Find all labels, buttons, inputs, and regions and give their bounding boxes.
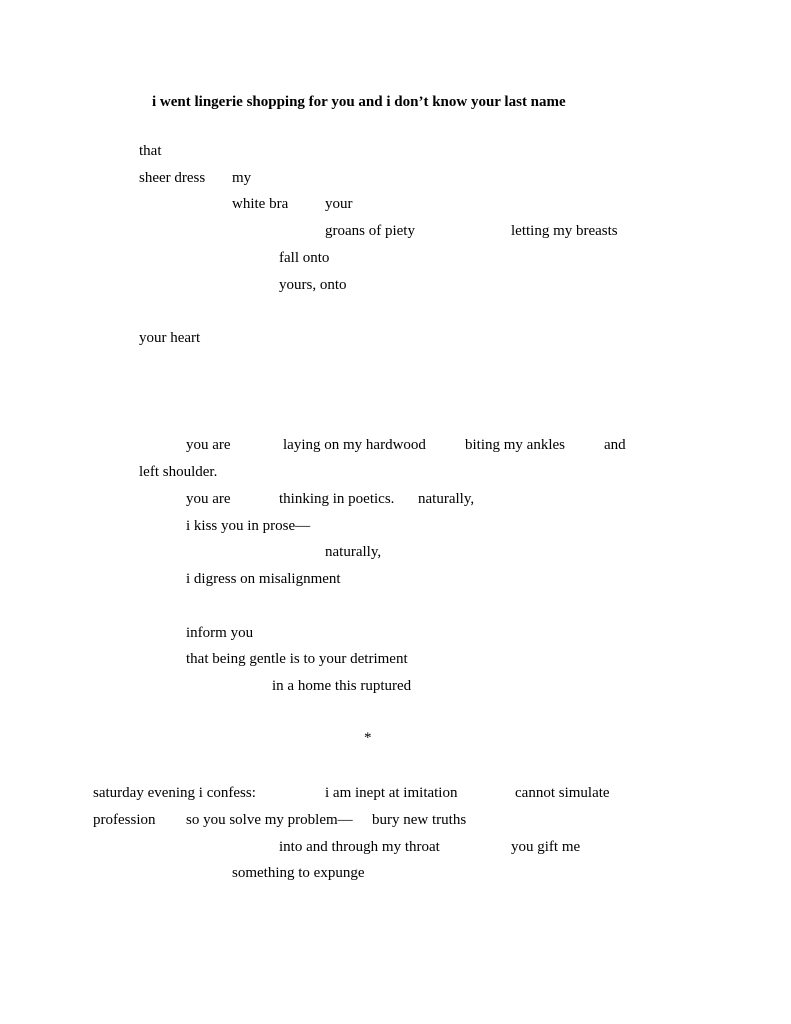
poem-line: you gift me (511, 839, 581, 855)
poem-line: left shoulder. (139, 464, 218, 480)
poem-line: i kiss you in prose— (186, 518, 311, 534)
poem-line: profession (93, 812, 156, 828)
poem-title: i went lingerie shopping for you and i don’t know your last name (152, 94, 566, 110)
poem-line: you are (186, 437, 231, 453)
section-separator: * (364, 730, 372, 746)
poem-line: that being gentle is to your detriment (186, 651, 408, 667)
poem-line: i digress on misalignment (186, 571, 341, 587)
poem-line: saturday evening i confess: (93, 785, 256, 801)
poem-line: bury new truths (372, 812, 467, 828)
poem-line: white bra (232, 196, 289, 212)
poem-line: so you solve my problem— (186, 812, 353, 828)
poem-line: sheer dress (139, 170, 206, 186)
poem-line: groans of piety (325, 223, 415, 239)
poem-line: fall onto (279, 250, 330, 266)
poem-line: your heart (139, 330, 201, 346)
poem-line: and (604, 437, 626, 453)
poem-line: naturally, (325, 544, 382, 560)
poem-line: inform you (186, 625, 254, 641)
poem-line: something to expunge (232, 865, 365, 881)
poem-line: biting my ankles (465, 437, 565, 453)
poem-line: in a home this ruptured (272, 678, 412, 694)
poem-line: your (325, 196, 353, 212)
poem-line: you are (186, 491, 231, 507)
poem-line: naturally, (418, 491, 475, 507)
poem-line: letting my breasts (511, 223, 618, 239)
poem-line: yours, onto (279, 277, 347, 293)
poem-line: i am inept at imitation (325, 785, 458, 801)
poem-line: laying on my hardwood (283, 437, 426, 453)
poem-line: cannot simulate (515, 785, 610, 801)
poem-line: that (139, 143, 162, 159)
poem-line: thinking in poetics. (279, 491, 395, 507)
poem-line: into and through my throat (279, 839, 440, 855)
poem-line: my (232, 170, 252, 186)
